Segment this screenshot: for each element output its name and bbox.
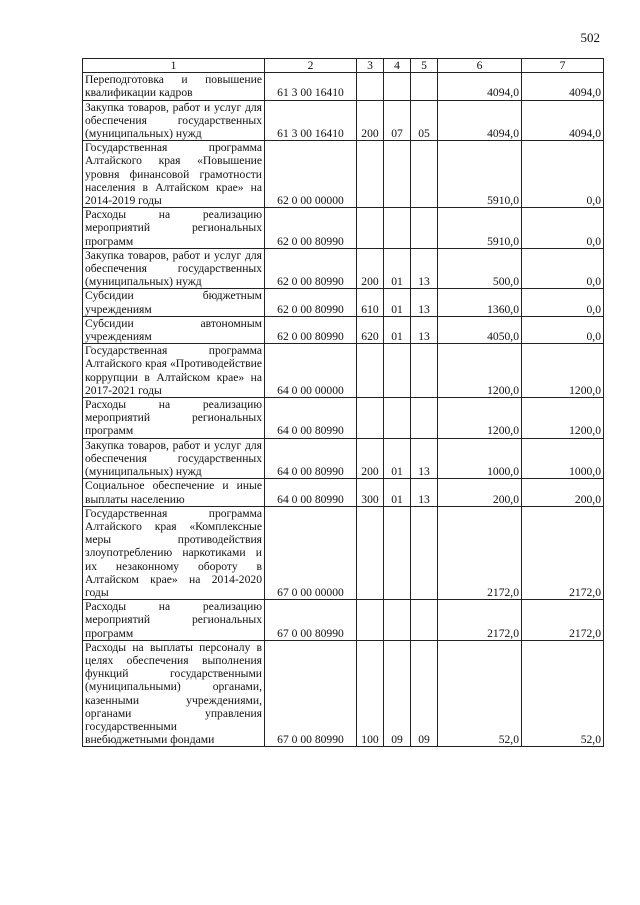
row-col-3 bbox=[357, 600, 384, 641]
col-header-7: 7 bbox=[522, 59, 604, 73]
row-col-5: 13 bbox=[411, 479, 438, 506]
row-amount-7: 0,0 bbox=[522, 141, 604, 208]
row-name: Государственная программа Алтайского края «Противодействие коррупции в Алтайском крае» на 2017-2021 годы bbox=[83, 344, 265, 398]
table-row bbox=[83, 640, 604, 747]
row-name: Расходы на реализацию мероприятий региональных программ bbox=[83, 208, 265, 249]
table-row bbox=[83, 344, 604, 398]
table-row bbox=[83, 73, 604, 100]
row-col-3: 620 bbox=[357, 316, 384, 343]
row-amount-6: 2172,0 bbox=[438, 600, 522, 641]
table-row bbox=[83, 600, 604, 641]
row-name: Закупка товаров, работ и услуг для обеспечения государственных (муниципальных) нужд bbox=[83, 438, 265, 479]
table-row bbox=[83, 438, 604, 479]
row-name: Государственная программа Алтайского края «Повышение уровня финансовой грамотности населения в Алтайском крае» на 2014-2019 годы bbox=[83, 141, 265, 208]
row-name: Расходы на реализацию мероприятий региональных программ bbox=[83, 398, 265, 439]
row-amount-7: 2172,0 bbox=[522, 506, 604, 599]
row-target-code: 62 0 00 80990 bbox=[265, 208, 357, 249]
row-amount-6: 5910,0 bbox=[438, 208, 522, 249]
row-amount-6: 5910,0 bbox=[438, 141, 522, 208]
row-amount-7: 0,0 bbox=[522, 208, 604, 249]
row-col-4 bbox=[384, 208, 411, 249]
row-amount-7: 0,0 bbox=[522, 248, 604, 289]
row-col-5: 09 bbox=[411, 640, 438, 747]
row-col-3: 200 bbox=[357, 438, 384, 479]
row-col-4 bbox=[384, 141, 411, 208]
row-col-3 bbox=[357, 398, 384, 439]
col-header-6: 6 bbox=[438, 59, 522, 73]
row-col-4: 01 bbox=[384, 316, 411, 343]
row-col-3 bbox=[357, 73, 384, 100]
row-amount-7: 1200,0 bbox=[522, 398, 604, 439]
row-name: Расходы на выплаты персоналу в целях обеспечения выполнения функций государственными (муниципальными) органами, казенными учреждениями, органами управления государственными внебюджетными фондами bbox=[83, 640, 265, 747]
row-col-4: 01 bbox=[384, 248, 411, 289]
row-amount-6: 1200,0 bbox=[438, 398, 522, 439]
row-target-code: 62 0 00 80990 bbox=[265, 289, 357, 316]
row-name: Закупка товаров, работ и услуг для обеспечения государственных (муниципальных) нужд bbox=[83, 248, 265, 289]
row-name: Закупка товаров, работ и услуг для обеспечения государственных (муниципальных) нужд bbox=[83, 100, 265, 141]
row-col-4: 09 bbox=[384, 640, 411, 747]
row-col-4 bbox=[384, 398, 411, 439]
col-header-5: 5 bbox=[411, 59, 438, 73]
row-col-3 bbox=[357, 208, 384, 249]
budget-table bbox=[82, 58, 604, 747]
row-amount-6: 1000,0 bbox=[438, 438, 522, 479]
row-col-5 bbox=[411, 506, 438, 599]
col-header-3: 3 bbox=[357, 59, 384, 73]
row-target-code: 62 0 00 80990 bbox=[265, 248, 357, 289]
row-name: Субсидии автономным учреждениям bbox=[83, 316, 265, 343]
row-target-code: 64 0 00 00000 bbox=[265, 344, 357, 398]
row-col-4 bbox=[384, 344, 411, 398]
table-row bbox=[83, 248, 604, 289]
row-target-code: 62 0 00 80990 bbox=[265, 316, 357, 343]
row-col-4: 07 bbox=[384, 100, 411, 141]
row-col-3: 300 bbox=[357, 479, 384, 506]
row-col-4: 01 bbox=[384, 479, 411, 506]
row-amount-6: 52,0 bbox=[438, 640, 522, 747]
row-target-code: 61 3 00 16410 bbox=[265, 100, 357, 141]
row-col-4: 01 bbox=[384, 438, 411, 479]
row-amount-6: 4094,0 bbox=[438, 100, 522, 141]
row-col-3 bbox=[357, 141, 384, 208]
table-row bbox=[83, 208, 604, 249]
row-col-5 bbox=[411, 398, 438, 439]
table-row bbox=[83, 479, 604, 506]
row-col-3 bbox=[357, 506, 384, 599]
row-col-3: 610 bbox=[357, 289, 384, 316]
row-amount-7: 52,0 bbox=[522, 640, 604, 747]
row-amount-6: 1360,0 bbox=[438, 289, 522, 316]
row-amount-6: 4050,0 bbox=[438, 316, 522, 343]
row-amount-6: 200,0 bbox=[438, 479, 522, 506]
row-amount-7: 2172,0 bbox=[522, 600, 604, 641]
row-col-4: 01 bbox=[384, 289, 411, 316]
row-col-5: 13 bbox=[411, 289, 438, 316]
row-name: Переподготовка и повышение квалификации кадров bbox=[83, 73, 265, 100]
row-name: Социальное обеспечение и иные выплаты населению bbox=[83, 479, 265, 506]
row-name: Государственная программа Алтайского края «Комплексные меры противодействия злоупотреблению наркотиками и их незаконному обороту в Алтайском крае» на 2014-2020 годы bbox=[83, 506, 265, 599]
col-header-1: 1 bbox=[83, 59, 265, 73]
table-row bbox=[83, 100, 604, 141]
row-col-5: 13 bbox=[411, 316, 438, 343]
row-col-3: 200 bbox=[357, 100, 384, 141]
row-col-3: 100 bbox=[357, 640, 384, 747]
row-amount-7: 1200,0 bbox=[522, 344, 604, 398]
row-col-5: 13 bbox=[411, 248, 438, 289]
page-number: 502 bbox=[580, 30, 600, 45]
table-row bbox=[83, 398, 604, 439]
row-amount-6: 1200,0 bbox=[438, 344, 522, 398]
row-amount-7: 1000,0 bbox=[522, 438, 604, 479]
table-header-row bbox=[83, 59, 604, 73]
row-amount-6: 4094,0 bbox=[438, 73, 522, 100]
row-col-4 bbox=[384, 600, 411, 641]
row-target-code: 62 0 00 00000 bbox=[265, 141, 357, 208]
row-target-code: 67 0 00 00000 bbox=[265, 506, 357, 599]
row-amount-7: 4094,0 bbox=[522, 100, 604, 141]
row-target-code: 64 0 00 80990 bbox=[265, 398, 357, 439]
row-amount-6: 500,0 bbox=[438, 248, 522, 289]
row-col-5 bbox=[411, 600, 438, 641]
row-col-5 bbox=[411, 208, 438, 249]
row-amount-7: 4094,0 bbox=[522, 73, 604, 100]
row-col-4 bbox=[384, 73, 411, 100]
table-row bbox=[83, 141, 604, 208]
table-row bbox=[83, 289, 604, 316]
table-row bbox=[83, 506, 604, 599]
row-col-5 bbox=[411, 344, 438, 398]
row-target-code: 67 0 00 80990 bbox=[265, 600, 357, 641]
row-target-code: 64 0 00 80990 bbox=[265, 479, 357, 506]
row-target-code: 61 3 00 16410 bbox=[265, 73, 357, 100]
table-row bbox=[83, 316, 604, 343]
row-amount-7: 200,0 bbox=[522, 479, 604, 506]
row-col-5: 13 bbox=[411, 438, 438, 479]
row-target-code: 67 0 00 80990 bbox=[265, 640, 357, 747]
row-col-5: 05 bbox=[411, 100, 438, 141]
row-target-code: 64 0 00 80990 bbox=[265, 438, 357, 479]
row-col-5 bbox=[411, 141, 438, 208]
row-col-5 bbox=[411, 73, 438, 100]
col-header-2: 2 bbox=[265, 59, 357, 73]
col-header-4: 4 bbox=[384, 59, 411, 73]
row-col-4 bbox=[384, 506, 411, 599]
row-amount-7: 0,0 bbox=[522, 316, 604, 343]
row-name: Субсидии бюджетным учреждениям bbox=[83, 289, 265, 316]
row-amount-7: 0,0 bbox=[522, 289, 604, 316]
row-col-3 bbox=[357, 344, 384, 398]
row-name: Расходы на реализацию мероприятий региональных программ bbox=[83, 600, 265, 641]
row-amount-6: 2172,0 bbox=[438, 506, 522, 599]
row-col-3: 200 bbox=[357, 248, 384, 289]
